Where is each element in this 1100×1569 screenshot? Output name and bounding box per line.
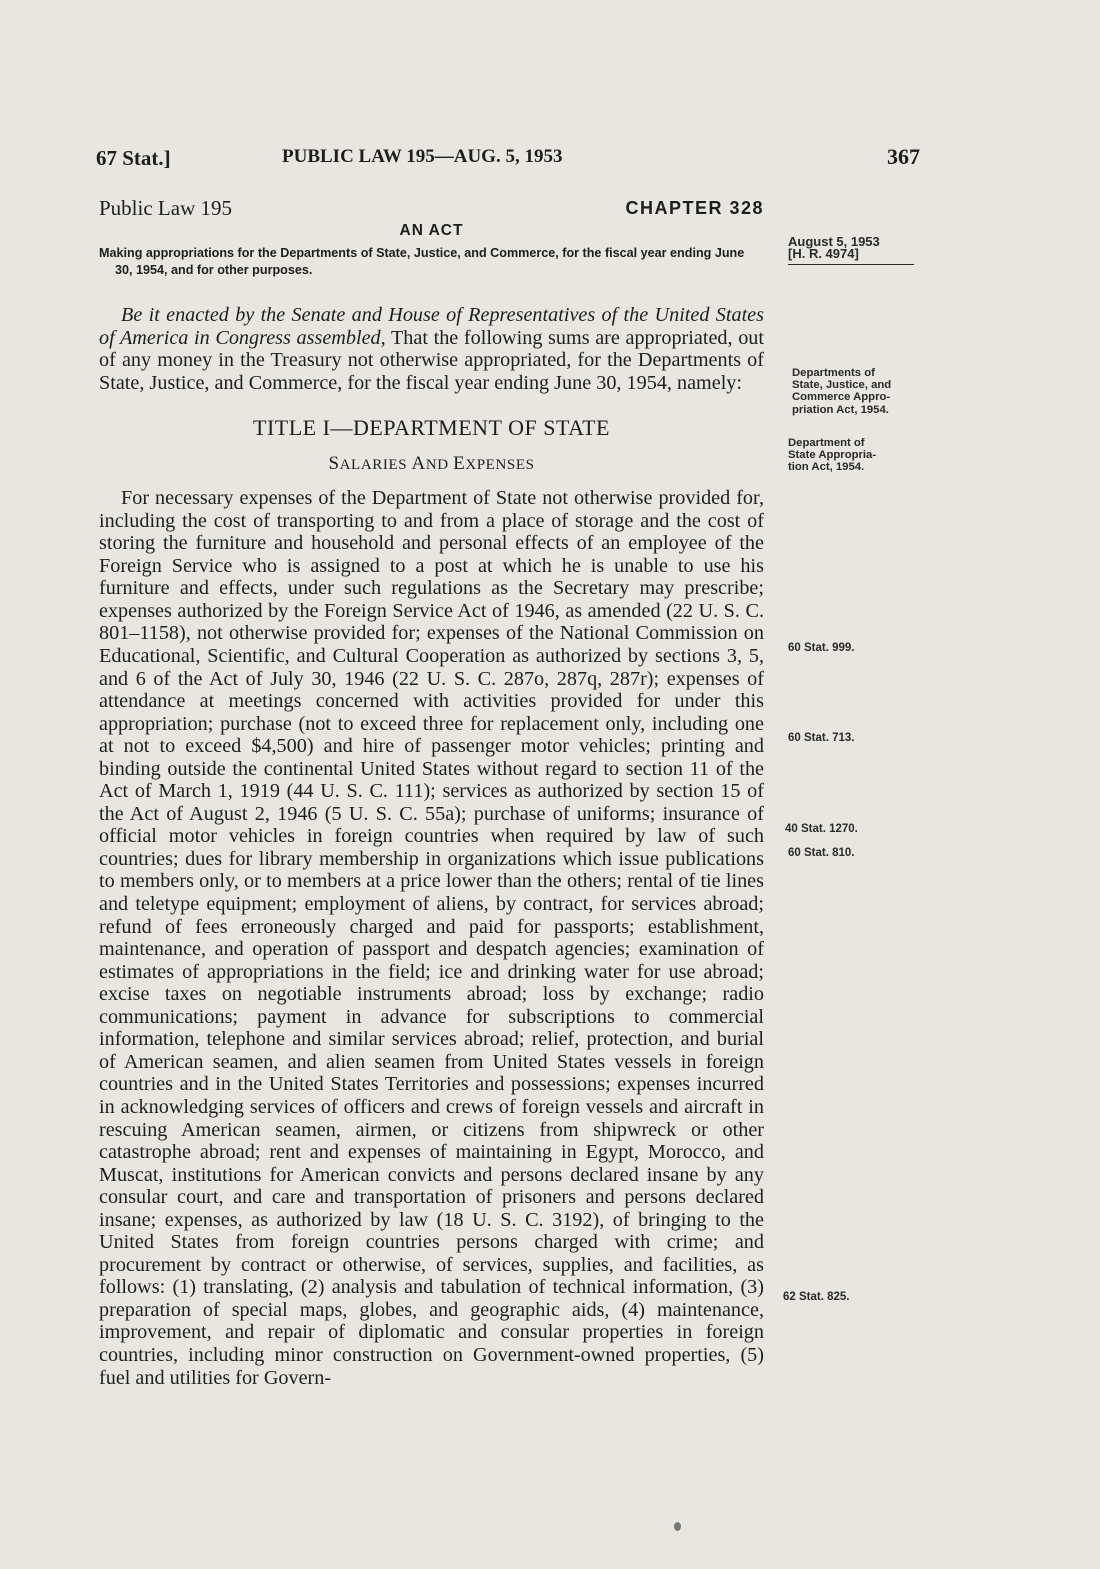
chapter-number: CHAPTER 328 [625, 198, 764, 218]
margin-note-act-title [792, 367, 891, 416]
section-heading [99, 453, 764, 487]
stat-reference: 62 Stat. 825. [783, 1291, 850, 1303]
margin-note-line: tion Act, 1954. [788, 461, 865, 474]
approval-date-note [788, 236, 914, 265]
margin-note-line: State Appropria- [788, 449, 877, 462]
stat-reference: 60 Stat. 999. [788, 642, 855, 654]
enacting-clause [99, 304, 764, 394]
stat-reference: 60 Stat. 810. [788, 847, 855, 859]
margin-note-line: Commerce Appro- [792, 391, 891, 404]
running-head [96, 146, 920, 176]
margin-note-state-title [788, 437, 876, 474]
running-title: PUBLIC LAW 195—AUG. 5, 1953 [282, 146, 563, 167]
bill-number: [H. R. 4974] [788, 246, 859, 261]
act-purpose: Making appropriations for the Departments of State, Justice, and Commerce, for the fiscal year ending June 30, 1954, and for other purposes. [99, 246, 745, 277]
appropriation-paragraph: For necessary expenses of the Department of State not otherwise provided for, including the cost of transporting to and from a place of storage and the cost of storing the furniture and household and personal effects of an employee of the Foreign Service who is assigned to a post at which he is unable to use his furniture and effects, under such regulations as the Secretary may prescribe; expenses authorized by the Foreign Service Act of 1946, as amended (22 U. S. C. 801–1158), not otherwise provided for; expenses of the National Commission on Educational, Scientific, and Cultural Cooperation as authorized by sections 3, 5, and 6 of the Act of July 30, 1946 (22 U. S. C. 287o, 287q, 287r); expenses of attendance at meetings concerned with activities provided for under this appropriation; purchase (not to exceed three for replacement only, including one at not to exceed $4,500) and hire of passenger motor vehicles; printing and binding outside the continental United States without regard to section 11 of the Act of March 1, 1919 (44 U. S. C. 111); services as authorized by section 15 of the Act of August 2, 1946 (5 U. S. C. 55a); purchase of uniforms; insurance of official motor vehicles in foreign countries when required by law of such countries; dues for library membership in organizations which issue publications to members only, or to members at a price lower than the others; rental of tie lines and teletype equipment; employment of aliens, by contract, for services abroad; refund of fees erroneously charged and paid for passports; establishment, maintenance, and operation of passport and despatch agencies; examination of estimates of appropriations in the field; ice and drinking water for use abroad; excise taxes on negotiable instruments abroad; loss by exchange; radio communications; payment in advance for subscriptions to commercial information, telephone and similar services abroad; relief, protection, and burial of American seamen, and alien seamen from United States vessels in foreign countries and in the United States Territories and possessions; expenses incurred in acknowledging services of officers and crews of foreign vessels and aircraft in rescuing American seamen, airmen, or citizens from shipwreck or other catastrophe abroad; rent and expenses of maintaining in Egypt, Morocco, and Muscat, institutions for American convicts and persons declared insane by any consular court, and care and transportation of prisoners and persons declared insane; expenses, as authorized by law (18 U. S. C. 3192), of bringing to the United States from foreign countries persons charged with crime; and procurement by contract or otherwise, of services, supplies, and facilities, as follows: (1) translating, (2) analysis and tabulation of technical information, (3) preparation of special maps, globes, and geographic aids, (4) maintenance, improvement, and repair of diplomatic and consular properties in foreign countries, including minor construction on Government-owned properties, (5) fuel and utilities for Govern- [99, 487, 764, 1389]
approval-date: August 5, 1953 [788, 234, 880, 249]
margin-note-line: Department of [788, 437, 865, 449]
an-act-heading: AN ACT [399, 222, 464, 239]
enacting-formula: Be it enacted by the Senate and House of Representatives of the United States of America in Congress assembled, [99, 304, 764, 349]
margin-note-line: State, Justice, and [792, 379, 892, 392]
page-number: 367 [887, 144, 920, 169]
title-heading: TITLE I—DEPARTMENT OF STATE [253, 415, 610, 441]
ink-dot [674, 1522, 681, 1531]
public-law-number: Public Law 195 [99, 196, 232, 220]
law-header [99, 197, 764, 223]
section-heading-text: SALARIES AND EXPENSES [328, 453, 535, 475]
enacting-text: That the following sums are appropriated, out of any money in the Treasury not otherwise appropriated, for the Departments of State, Justice, and Commerce, for the fiscal year ending June 30, 1954, namely: [99, 326, 764, 394]
stat-reference: 40 Stat. 1270. [785, 823, 858, 835]
margin-note-line: priation Act, 1954. [792, 403, 889, 416]
volume-reference: 67 Stat.] [96, 146, 171, 170]
margin-note-line: Departments of [792, 367, 875, 379]
stat-reference: 60 Stat. 713. [788, 732, 855, 744]
main-column [99, 197, 764, 1389]
